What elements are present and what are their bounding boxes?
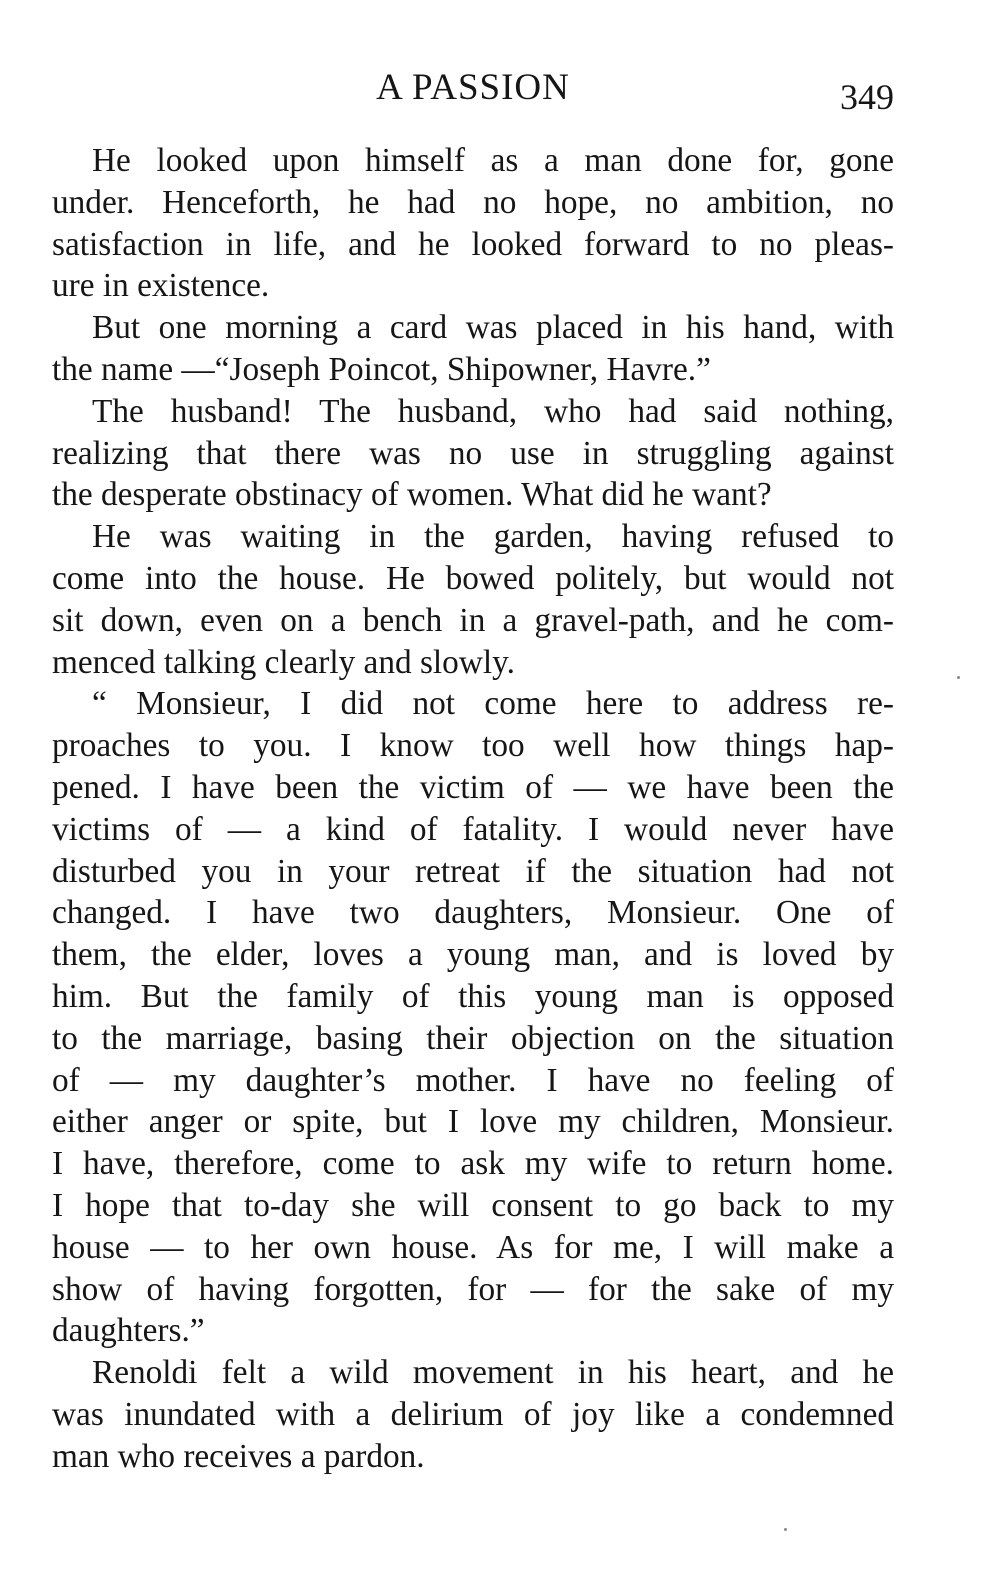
chapter-title: A PASSION — [376, 67, 570, 108]
paragraph — [52, 1352, 894, 1477]
text-line: ure in existence. — [52, 267, 270, 305]
text-line: of — my daughter’s mother. I have no feeling of — [52, 1061, 894, 1099]
text-line: realizing that there was no use in struggling against — [52, 434, 894, 472]
text-line: satisfaction in life, and he looked forward to no pleas- — [52, 225, 894, 263]
text-line: daughters.” — [52, 1312, 205, 1350]
text-line: to the marriage, basing their objection on the situation — [52, 1019, 894, 1057]
text-line: “ Monsieur, I did not come here to address re- — [92, 685, 894, 723]
text-line: either anger or spite, but I love my children, Monsieur. — [52, 1103, 894, 1141]
text-line: He was waiting in the garden, having refused to — [92, 518, 894, 556]
text-line: show of having forgotten, for — for the sake of my — [52, 1270, 894, 1308]
body-text — [52, 140, 894, 1478]
text-line: was inundated with a delirium of joy like a condemned — [52, 1395, 894, 1433]
text-line: them, the elder, loves a young man, and is loved by — [52, 936, 894, 974]
text-line: But one morning a card was placed in his hand, with — [92, 309, 894, 347]
text-line: sit down, even on a bench in a gravel-path, and he com- — [52, 601, 894, 639]
text-line: house — to her own house. As for me, I will make a — [52, 1228, 894, 1266]
text-line: menced talking clearly and slowly. — [52, 643, 515, 681]
page-number: 349 — [840, 77, 894, 117]
paragraph — [52, 391, 894, 516]
text-line: changed. I have two daughters, Monsieur. One of — [52, 894, 894, 932]
paragraph — [52, 140, 894, 307]
text-line: the desperate obstinacy of women. What did he want? — [52, 476, 772, 514]
text-line: victims of — a kind of fatality. I would never have — [52, 810, 894, 848]
text-line: man who receives a pardon. — [52, 1437, 425, 1475]
text-line: He looked upon himself as a man done for, gone — [92, 142, 894, 179]
text-line: I hope that to-day she will consent to go back to my — [52, 1186, 894, 1224]
paragraph — [52, 307, 894, 391]
text-line: him. But the family of this young man is opposed — [52, 977, 894, 1015]
text-line: the name —“Joseph Poincot, Shipowner, Havre.” — [52, 350, 711, 388]
text-line: The husband! The husband, who had said nothing, — [92, 392, 894, 430]
text-line: pened. I have been the victim of — we have been the — [52, 768, 894, 806]
scan-speck — [957, 676, 960, 679]
text-line: disturbed you in your retreat if the situation had not — [52, 852, 894, 890]
scan-speck — [784, 1528, 787, 1531]
paragraph — [52, 516, 894, 683]
running-head — [52, 66, 894, 116]
text-line: proaches to you. I know too well how things hap- — [52, 727, 894, 765]
text-line: under. Henceforth, he had no hope, no ambition, no — [52, 183, 894, 221]
paragraph — [52, 683, 894, 1352]
text-line: come into the house. He bowed politely, but would not — [52, 559, 894, 597]
text-line: Renoldi felt a wild movement in his heart, and he — [92, 1354, 894, 1392]
text-line: I have, therefore, come to ask my wife to return home. — [52, 1145, 894, 1183]
